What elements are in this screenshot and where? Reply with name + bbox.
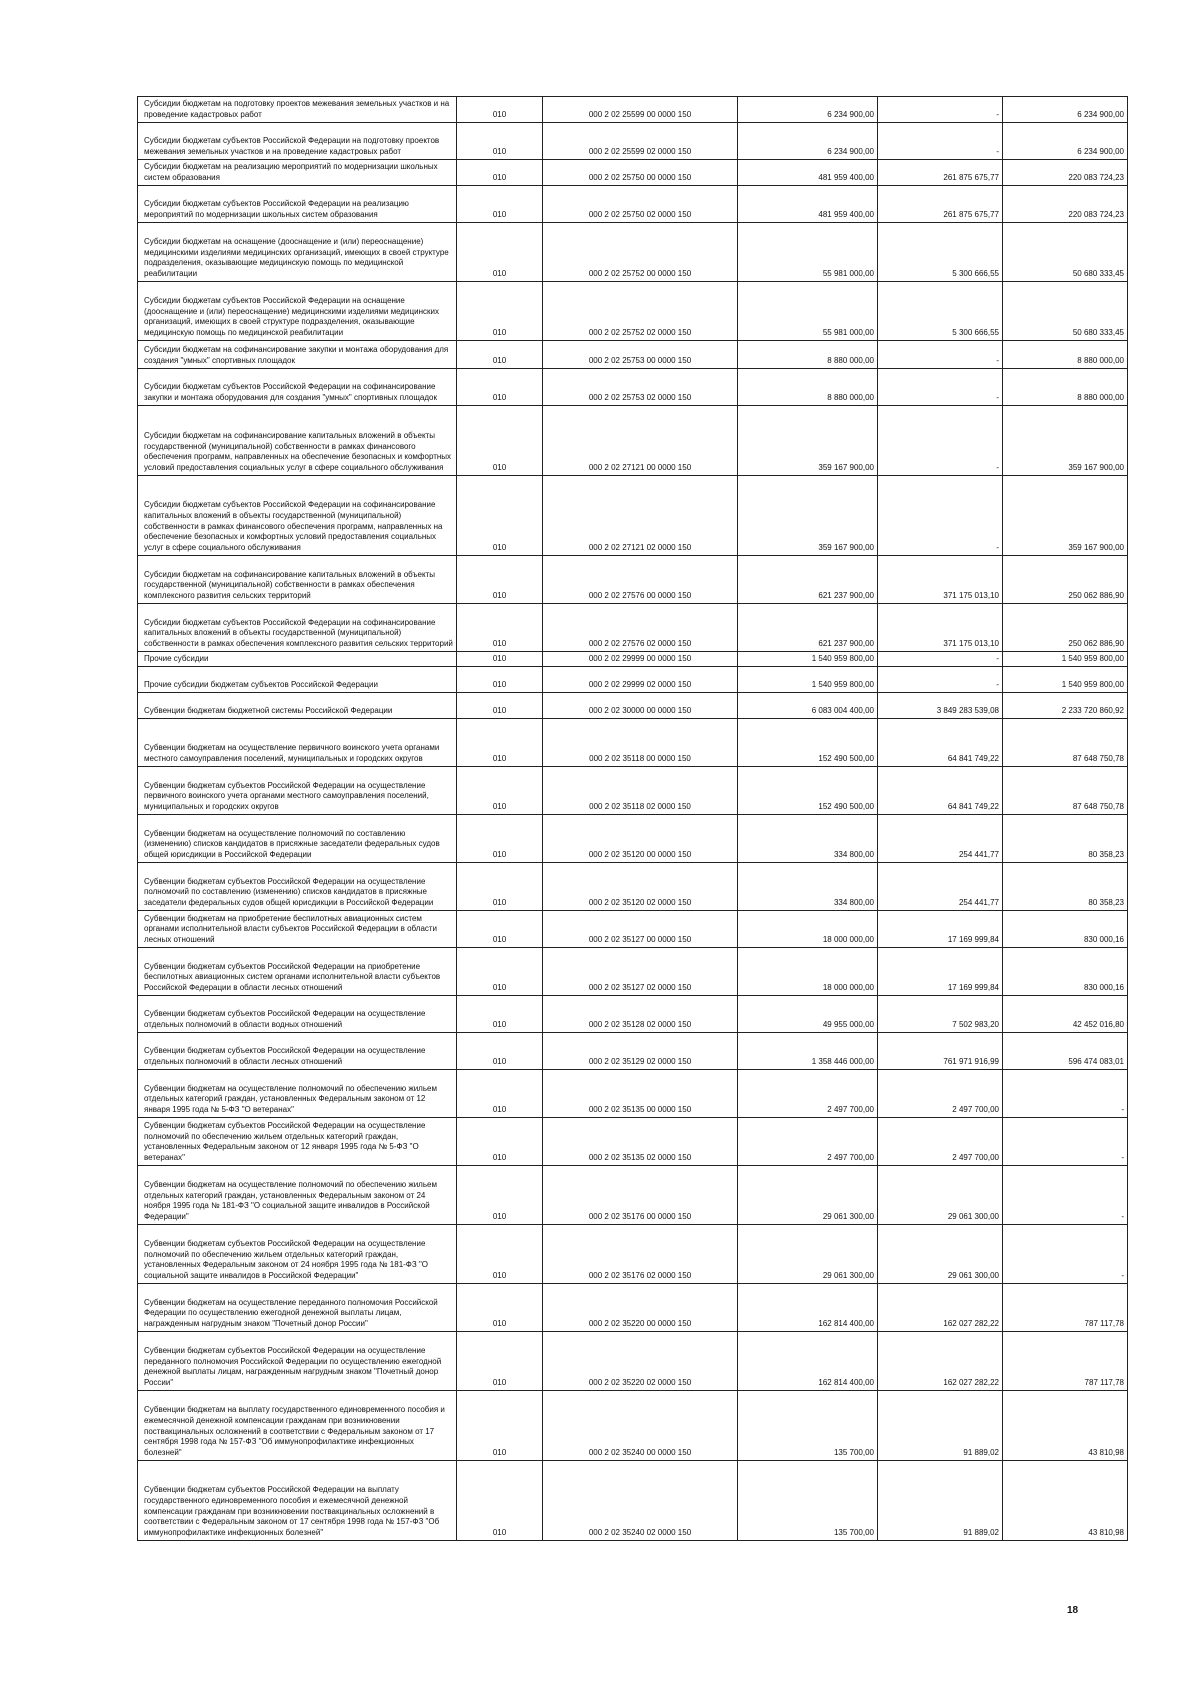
row-executed-amount: - xyxy=(878,406,1003,476)
row-name: Субвенции бюджетам на осуществление переданного полномочия Российской Федерации по осуществлению ежегодной денежной выплаты лицам, награжденным нагрудным знаком "Почетный донор России" xyxy=(138,1284,457,1332)
row-name: Субвенции бюджетам субъектов Российской Федерации на осуществление полномочий по обеспечению жильем отдельных категорий граждан, установленных Федеральным законом от 24 ноября 1995 года № 181-ФЗ "О социальной защите инвалидов в Российской Федерации" xyxy=(138,1225,457,1284)
row-remaining-amount: 8 880 000,00 xyxy=(1003,341,1128,369)
row-budget-code: 000 2 02 29999 02 0000 150 xyxy=(543,667,738,693)
row-name: Прочие субсидии xyxy=(138,652,457,667)
row-executed-amount: - xyxy=(878,341,1003,369)
row-budget-code: 000 2 02 25750 02 0000 150 xyxy=(543,186,738,223)
row-name: Субвенции бюджетам субъектов Российской Федерации на осуществление отдельных полномочий в области водных отношений xyxy=(138,996,457,1033)
page-number: 18 xyxy=(1067,1605,1079,1616)
row-line-code: 010 xyxy=(457,767,543,815)
row-name: Субвенции бюджетам на осуществление полномочий по обеспечению жильем отдельных категорий граждан, установленных Федеральным законом от 24 ноября 1995 года № 181-ФЗ "О социальной защите инвалидов в Российской Федерации" xyxy=(138,1166,457,1225)
row-name: Субвенции бюджетам субъектов Российской Федерации на осуществление первичного воинского учета органами местного самоуправления поселений, муниципальных и городских округов xyxy=(138,767,457,815)
row-budget-code: 000 2 02 25750 00 0000 150 xyxy=(543,160,738,186)
row-budget-code: 000 2 02 25599 02 0000 150 xyxy=(543,123,738,160)
row-line-code: 010 xyxy=(457,406,543,476)
row-line-code: 010 xyxy=(457,160,543,186)
row-budget-code: 000 2 02 25599 00 0000 150 xyxy=(543,97,738,123)
row-name: Субвенции бюджетам на выплату государственного единовременного пособия и ежемесячной денежной компенсации гражданам при возникновении поствакцинальных осложнений в соответствии с Федеральным законом от 17 сентября 1998 года № 157-ФЗ "Об иммунопрофилактике инфекционных болезней" xyxy=(138,1391,457,1461)
row-name: Субсидии бюджетам на реализацию мероприятий по модернизации школьных систем образования xyxy=(138,160,457,186)
table-row xyxy=(138,911,1128,948)
row-name: Субсидии бюджетам на подготовку проектов межевания земельных участков и на проведение кадастровых работ xyxy=(138,97,457,123)
row-approved-amount: 49 955 000,00 xyxy=(738,996,878,1033)
table-row xyxy=(138,1118,1128,1166)
row-line-code: 010 xyxy=(457,369,543,406)
row-approved-amount: 135 700,00 xyxy=(738,1391,878,1461)
row-approved-amount: 18 000 000,00 xyxy=(738,948,878,996)
row-approved-amount: 55 981 000,00 xyxy=(738,223,878,282)
row-line-code: 010 xyxy=(457,476,543,556)
table-row xyxy=(138,948,1128,996)
row-remaining-amount: 220 083 724,23 xyxy=(1003,160,1128,186)
row-name: Субсидии бюджетам субъектов Российской Федерации на софинансирование капитальных вложений в объекты государственной (муниципальной) собственности в рамках финансового обеспечения программ, направленных на обеспечение безопасных и комфортных условий предоставления социальных услуг в сфере социального обслуживания xyxy=(138,476,457,556)
row-remaining-amount: - xyxy=(1003,1166,1128,1225)
row-remaining-amount: - xyxy=(1003,1070,1128,1118)
row-line-code: 010 xyxy=(457,719,543,767)
table-row xyxy=(138,1033,1128,1070)
row-approved-amount: 359 167 900,00 xyxy=(738,476,878,556)
row-line-code: 010 xyxy=(457,1284,543,1332)
row-name: Субсидии бюджетам субъектов Российской Федерации на софинансирование капитальных вложений в объекты государственной (муниципальной) собственности в рамках обеспечения комплексного развития сельских территорий xyxy=(138,604,457,652)
row-remaining-amount: 42 452 016,80 xyxy=(1003,996,1128,1033)
row-approved-amount: 1 540 959 800,00 xyxy=(738,667,878,693)
row-remaining-amount: 43 810,98 xyxy=(1003,1461,1128,1541)
table-row xyxy=(138,767,1128,815)
row-line-code: 010 xyxy=(457,863,543,911)
row-executed-amount: 371 175 013,10 xyxy=(878,556,1003,604)
row-name: Субвенции бюджетам на осуществление полномочий по обеспечению жильем отдельных категорий граждан, установленных Федеральным законом от 12 января 1995 года № 5-ФЗ "О ветеранах" xyxy=(138,1070,457,1118)
row-line-code: 010 xyxy=(457,556,543,604)
row-line-code: 010 xyxy=(457,223,543,282)
row-executed-amount: - xyxy=(878,97,1003,123)
row-executed-amount: 162 027 282,22 xyxy=(878,1332,1003,1391)
row-name: Субвенции бюджетам субъектов Российской Федерации на выплату государственного единовременного пособия и ежемесячной денежной компенсации гражданам при возникновении поствакцинальных осложнений в соответствии с Федеральным законом от 17 сентября 1998 года № 157-ФЗ "Об иммунопрофилактике инфекционных болезней" xyxy=(138,1461,457,1541)
row-budget-code: 000 2 02 35118 02 0000 150 xyxy=(543,767,738,815)
row-remaining-amount: 596 474 083,01 xyxy=(1003,1033,1128,1070)
row-name: Субсидии бюджетам на софинансирование капитальных вложений в объекты государственной (муниципальной) собственности в рамках обеспечения комплексного развития сельских территорий xyxy=(138,556,457,604)
row-approved-amount: 2 497 700,00 xyxy=(738,1118,878,1166)
table-row xyxy=(138,693,1128,719)
row-name: Субвенции бюджетам субъектов Российской Федерации на осуществление полномочий по обеспечению жильем отдельных категорий граждан, установленных Федеральным законом от 12 января 1995 года № 5-ФЗ "О ветеранах" xyxy=(138,1118,457,1166)
table-row xyxy=(138,652,1128,667)
row-remaining-amount: 1 540 959 800,00 xyxy=(1003,652,1128,667)
row-remaining-amount: 87 648 750,78 xyxy=(1003,767,1128,815)
row-remaining-amount: 830 000,16 xyxy=(1003,911,1128,948)
row-approved-amount: 334 800,00 xyxy=(738,863,878,911)
row-budget-code: 000 2 02 35240 00 0000 150 xyxy=(543,1391,738,1461)
row-name: Прочие субсидии бюджетам субъектов Российской Федерации xyxy=(138,667,457,693)
row-name: Субвенции бюджетам субъектов Российской Федерации на осуществление полномочий по составлению (изменению) списков кандидатов в присяжные заседатели федеральных судов общей юрисдикции в Российской Федерации xyxy=(138,863,457,911)
row-budget-code: 000 2 02 27121 00 0000 150 xyxy=(543,406,738,476)
table-row xyxy=(138,476,1128,556)
row-name: Субсидии бюджетам на софинансирование капитальных вложений в объекты государственной (муниципальной) собственности в рамках финансового обеспечения программ, направленных на обеспечение безопасных и комфортных условий предоставления социальных услуг в сфере социального обслуживания xyxy=(138,406,457,476)
row-name: Субсидии бюджетам субъектов Российской Федерации на оснащение (дооснащение и (или) переоснащение) медицинскими изделиями медицинских организаций, имеющих в своей структуре подразделения, оказывающие медицинскую помощь по медицинской реабилитации xyxy=(138,282,457,341)
row-approved-amount: 6 234 900,00 xyxy=(738,123,878,160)
row-approved-amount: 135 700,00 xyxy=(738,1461,878,1541)
row-name: Субвенции бюджетам на осуществление полномочий по составлению (изменению) списков кандидатов в присяжные заседатели федеральных судов общей юрисдикции в Российской Федерации xyxy=(138,815,457,863)
table-row xyxy=(138,1461,1128,1541)
row-approved-amount: 18 000 000,00 xyxy=(738,911,878,948)
row-line-code: 010 xyxy=(457,123,543,160)
table-row xyxy=(138,1391,1128,1461)
row-remaining-amount: 8 880 000,00 xyxy=(1003,369,1128,406)
row-remaining-amount: 787 117,78 xyxy=(1003,1284,1128,1332)
row-approved-amount: 29 061 300,00 xyxy=(738,1166,878,1225)
row-line-code: 010 xyxy=(457,948,543,996)
row-remaining-amount: 250 062 886,90 xyxy=(1003,556,1128,604)
row-executed-amount: 91 889,02 xyxy=(878,1391,1003,1461)
row-budget-code: 000 2 02 35176 02 0000 150 xyxy=(543,1225,738,1284)
row-approved-amount: 621 237 900,00 xyxy=(738,556,878,604)
table-row xyxy=(138,1332,1128,1391)
table-row xyxy=(138,556,1128,604)
row-remaining-amount: 50 680 333,45 xyxy=(1003,282,1128,341)
table-row xyxy=(138,719,1128,767)
row-name: Субвенции бюджетам субъектов Российской Федерации на осуществление отдельных полномочий в области лесных отношений xyxy=(138,1033,457,1070)
row-budget-code: 000 2 02 35240 02 0000 150 xyxy=(543,1461,738,1541)
row-remaining-amount: 80 358,23 xyxy=(1003,815,1128,863)
row-name: Субсидии бюджетам субъектов Российской Федерации на подготовку проектов межевания земельных участков и на проведение кадастровых работ xyxy=(138,123,457,160)
row-approved-amount: 621 237 900,00 xyxy=(738,604,878,652)
row-approved-amount: 6 234 900,00 xyxy=(738,97,878,123)
row-approved-amount: 481 959 400,00 xyxy=(738,186,878,223)
row-line-code: 010 xyxy=(457,97,543,123)
row-remaining-amount: 787 117,78 xyxy=(1003,1332,1128,1391)
table-row xyxy=(138,1225,1128,1284)
table-row xyxy=(138,667,1128,693)
row-approved-amount: 481 959 400,00 xyxy=(738,160,878,186)
row-executed-amount: 7 502 983,20 xyxy=(878,996,1003,1033)
row-line-code: 010 xyxy=(457,186,543,223)
row-budget-code: 000 2 02 35118 00 0000 150 xyxy=(543,719,738,767)
row-approved-amount: 334 800,00 xyxy=(738,815,878,863)
row-executed-amount: - xyxy=(878,369,1003,406)
row-approved-amount: 6 083 004 400,00 xyxy=(738,693,878,719)
row-budget-code: 000 2 02 35135 02 0000 150 xyxy=(543,1118,738,1166)
table-row xyxy=(138,996,1128,1033)
row-remaining-amount: 359 167 900,00 xyxy=(1003,406,1128,476)
table-row xyxy=(138,1070,1128,1118)
row-budget-code: 000 2 02 27576 00 0000 150 xyxy=(543,556,738,604)
row-budget-code: 000 2 02 29999 00 0000 150 xyxy=(543,652,738,667)
row-approved-amount: 29 061 300,00 xyxy=(738,1225,878,1284)
row-approved-amount: 1 358 446 000,00 xyxy=(738,1033,878,1070)
row-executed-amount: 371 175 013,10 xyxy=(878,604,1003,652)
row-name: Субсидии бюджетам на софинансирование закупки и монтажа оборудования для создания "умных" спортивных площадок xyxy=(138,341,457,369)
row-line-code: 010 xyxy=(457,1225,543,1284)
row-approved-amount: 152 490 500,00 xyxy=(738,719,878,767)
row-line-code: 010 xyxy=(457,996,543,1033)
row-remaining-amount: - xyxy=(1003,1225,1128,1284)
row-executed-amount: 254 441,77 xyxy=(878,863,1003,911)
table-row xyxy=(138,186,1128,223)
row-approved-amount: 8 880 000,00 xyxy=(738,341,878,369)
row-line-code: 010 xyxy=(457,667,543,693)
table-row xyxy=(138,160,1128,186)
row-executed-amount: 2 497 700,00 xyxy=(878,1070,1003,1118)
row-budget-code: 000 2 02 25752 02 0000 150 xyxy=(543,282,738,341)
row-line-code: 010 xyxy=(457,604,543,652)
row-executed-amount: 17 169 999,84 xyxy=(878,911,1003,948)
table-row xyxy=(138,815,1128,863)
row-approved-amount: 8 880 000,00 xyxy=(738,369,878,406)
table-row xyxy=(138,369,1128,406)
row-executed-amount: 29 061 300,00 xyxy=(878,1225,1003,1284)
row-remaining-amount: - xyxy=(1003,1118,1128,1166)
row-executed-amount: 162 027 282,22 xyxy=(878,1284,1003,1332)
row-budget-code: 000 2 02 35176 00 0000 150 xyxy=(543,1166,738,1225)
table-row xyxy=(138,406,1128,476)
row-line-code: 010 xyxy=(457,1033,543,1070)
row-line-code: 010 xyxy=(457,1118,543,1166)
row-name: Субсидии бюджетам на оснащение (дооснащение и (или) переоснащение) медицинскими изделиями медицинских организаций, имеющих в своей структуре подразделения, оказывающие медицинскую помощь по медицинской реабилитации xyxy=(138,223,457,282)
row-remaining-amount: 2 233 720 860,92 xyxy=(1003,693,1128,719)
row-budget-code: 000 2 02 35128 02 0000 150 xyxy=(543,996,738,1033)
row-remaining-amount: 50 680 333,45 xyxy=(1003,223,1128,282)
table-row xyxy=(138,863,1128,911)
table-row xyxy=(138,604,1128,652)
row-budget-code: 000 2 02 25752 00 0000 150 xyxy=(543,223,738,282)
row-name: Субсидии бюджетам субъектов Российской Федерации на софинансирование закупки и монтажа оборудования для создания "умных" спортивных площадок xyxy=(138,369,457,406)
table-row xyxy=(138,123,1128,160)
row-remaining-amount: 220 083 724,23 xyxy=(1003,186,1128,223)
row-executed-amount: - xyxy=(878,123,1003,160)
row-budget-code: 000 2 02 25753 00 0000 150 xyxy=(543,341,738,369)
row-name: Субвенции бюджетам бюджетной системы Российской Федерации xyxy=(138,693,457,719)
row-approved-amount: 2 497 700,00 xyxy=(738,1070,878,1118)
row-line-code: 010 xyxy=(457,1391,543,1461)
row-remaining-amount: 6 234 900,00 xyxy=(1003,97,1128,123)
row-executed-amount: 2 497 700,00 xyxy=(878,1118,1003,1166)
row-budget-code: 000 2 02 35129 02 0000 150 xyxy=(543,1033,738,1070)
row-line-code: 010 xyxy=(457,1461,543,1541)
row-name: Субвенции бюджетам субъектов Российской Федерации на осуществление переданного полномочия Российской Федерации по осуществлению ежегодной денежной выплаты лицам, награжденным нагрудным знаком "Почетный донор России" xyxy=(138,1332,457,1391)
table-row xyxy=(138,1284,1128,1332)
row-line-code: 010 xyxy=(457,652,543,667)
table-row xyxy=(138,1166,1128,1225)
row-remaining-amount: 1 540 959 800,00 xyxy=(1003,667,1128,693)
row-budget-code: 000 2 02 27576 02 0000 150 xyxy=(543,604,738,652)
row-line-code: 010 xyxy=(457,341,543,369)
row-line-code: 010 xyxy=(457,693,543,719)
row-line-code: 010 xyxy=(457,911,543,948)
row-line-code: 010 xyxy=(457,282,543,341)
row-budget-code: 000 2 02 35120 00 0000 150 xyxy=(543,815,738,863)
row-remaining-amount: 87 648 750,78 xyxy=(1003,719,1128,767)
budget-revenue-table xyxy=(137,96,1128,1541)
table-row xyxy=(138,97,1128,123)
table-row xyxy=(138,282,1128,341)
row-executed-amount: 64 841 749,22 xyxy=(878,767,1003,815)
row-remaining-amount: 250 062 886,90 xyxy=(1003,604,1128,652)
row-approved-amount: 1 540 959 800,00 xyxy=(738,652,878,667)
row-line-code: 010 xyxy=(457,1166,543,1225)
row-executed-amount: 29 061 300,00 xyxy=(878,1166,1003,1225)
row-remaining-amount: 80 358,23 xyxy=(1003,863,1128,911)
row-name: Субвенции бюджетам субъектов Российской Федерации на приобретение беспилотных авиационных систем органами исполнительной власти субъектов Российской Федерации в области лесных отношений xyxy=(138,948,457,996)
row-executed-amount: 761 971 916,99 xyxy=(878,1033,1003,1070)
row-budget-code: 000 2 02 35135 00 0000 150 xyxy=(543,1070,738,1118)
row-executed-amount: 254 441,77 xyxy=(878,815,1003,863)
row-remaining-amount: 6 234 900,00 xyxy=(1003,123,1128,160)
row-line-code: 010 xyxy=(457,1332,543,1391)
row-executed-amount: - xyxy=(878,667,1003,693)
row-executed-amount: 17 169 999,84 xyxy=(878,948,1003,996)
row-budget-code: 000 2 02 30000 00 0000 150 xyxy=(543,693,738,719)
row-line-code: 010 xyxy=(457,815,543,863)
row-budget-code: 000 2 02 35220 00 0000 150 xyxy=(543,1284,738,1332)
row-budget-code: 000 2 02 27121 02 0000 150 xyxy=(543,476,738,556)
row-approved-amount: 152 490 500,00 xyxy=(738,767,878,815)
row-approved-amount: 162 814 400,00 xyxy=(738,1284,878,1332)
row-name: Субсидии бюджетам субъектов Российской Федерации на реализацию мероприятий по модернизации школьных систем образования xyxy=(138,186,457,223)
row-approved-amount: 162 814 400,00 xyxy=(738,1332,878,1391)
row-executed-amount: 91 889,02 xyxy=(878,1461,1003,1541)
table-row xyxy=(138,341,1128,369)
row-executed-amount: 5 300 666,55 xyxy=(878,223,1003,282)
row-budget-code: 000 2 02 35127 00 0000 150 xyxy=(543,911,738,948)
row-budget-code: 000 2 02 35220 02 0000 150 xyxy=(543,1332,738,1391)
table-row xyxy=(138,223,1128,282)
row-executed-amount: 261 875 675,77 xyxy=(878,160,1003,186)
row-approved-amount: 55 981 000,00 xyxy=(738,282,878,341)
row-budget-code: 000 2 02 35127 02 0000 150 xyxy=(543,948,738,996)
row-line-code: 010 xyxy=(457,1070,543,1118)
row-approved-amount: 359 167 900,00 xyxy=(738,406,878,476)
row-executed-amount: - xyxy=(878,476,1003,556)
row-executed-amount: - xyxy=(878,652,1003,667)
row-executed-amount: 3 849 283 539,08 xyxy=(878,693,1003,719)
row-name: Субвенции бюджетам на осуществление первичного воинского учета органами местного самоуправления поселений, муниципальных и городских округов xyxy=(138,719,457,767)
row-remaining-amount: 359 167 900,00 xyxy=(1003,476,1128,556)
row-remaining-amount: 43 810,98 xyxy=(1003,1391,1128,1461)
row-executed-amount: 261 875 675,77 xyxy=(878,186,1003,223)
row-executed-amount: 64 841 749,22 xyxy=(878,719,1003,767)
row-budget-code: 000 2 02 35120 02 0000 150 xyxy=(543,863,738,911)
row-name: Субвенции бюджетам на приобретение беспилотных авиационных систем органами исполнительной власти субъектов Российской Федерации в области лесных отношений xyxy=(138,911,457,948)
row-remaining-amount: 830 000,16 xyxy=(1003,948,1128,996)
row-executed-amount: 5 300 666,55 xyxy=(878,282,1003,341)
row-budget-code: 000 2 02 25753 02 0000 150 xyxy=(543,369,738,406)
table-body xyxy=(138,97,1128,1541)
